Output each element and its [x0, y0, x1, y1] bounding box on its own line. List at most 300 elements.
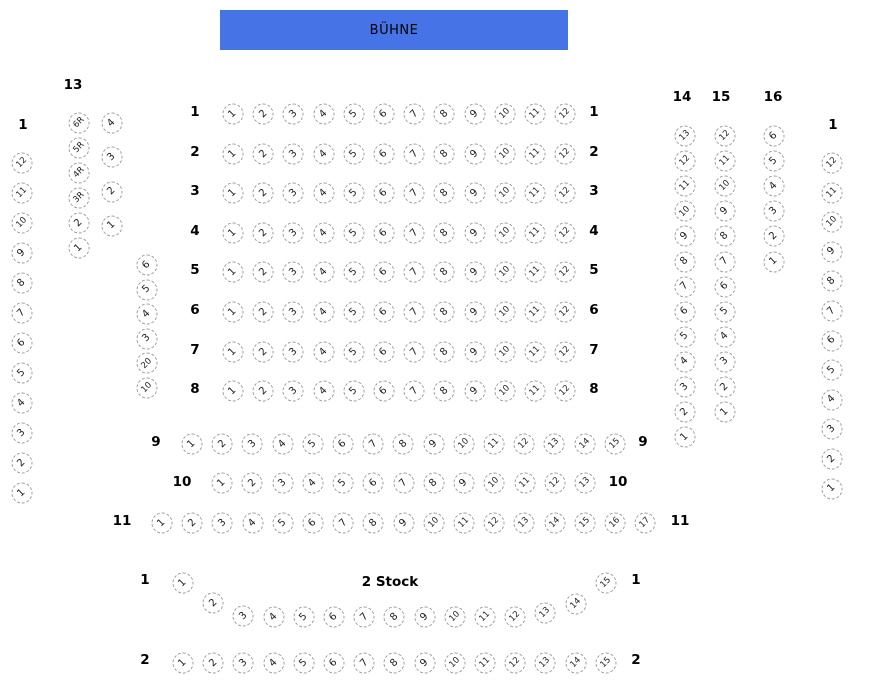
seat-stock2-row-2-15[interactable] — [595, 653, 616, 674]
seat-row-9-13[interactable] — [544, 434, 565, 455]
seat-row-6-1[interactable] — [223, 302, 244, 323]
seat-row-3-4[interactable] — [313, 183, 334, 204]
seat-row-11-3[interactable] — [212, 513, 233, 534]
seat-row-11-1[interactable] — [152, 513, 173, 534]
row-7-label-right: 7 — [589, 342, 599, 358]
seat-row-4-9[interactable] — [464, 223, 485, 244]
seat-row-4-10[interactable] — [494, 223, 515, 244]
seat-row-9-4[interactable] — [272, 434, 293, 455]
seat-number: 6 — [140, 258, 153, 271]
seat-row-4-2[interactable] — [253, 223, 274, 244]
seat-row-9-2[interactable] — [212, 434, 233, 455]
seat-row-2-9[interactable] — [464, 144, 485, 165]
seat-row-5-10[interactable] — [494, 262, 515, 283]
seat-stock2-row-1-11[interactable] — [475, 607, 496, 628]
seat-stock2-row-2-13[interactable] — [535, 653, 556, 674]
seat-row-2-12[interactable] — [555, 144, 576, 165]
seat-sec1-left-5[interactable] — [12, 363, 33, 384]
seat-row-7-1[interactable] — [223, 342, 244, 363]
seat-row-4-1[interactable] — [223, 223, 244, 244]
seat-stock2-row-2-7[interactable] — [354, 653, 375, 674]
seat-sec13-c-3[interactable] — [137, 328, 158, 349]
seat-stock2-row-2-2[interactable] — [203, 653, 224, 674]
seat-row-4-7[interactable] — [404, 223, 425, 244]
section-14-label: 14 — [672, 89, 692, 105]
seat-row-2-1[interactable] — [223, 144, 244, 165]
seat-sec16-4[interactable] — [764, 176, 785, 197]
seat-sec13-a-2[interactable] — [69, 213, 90, 234]
seat-row-6-4[interactable] — [313, 302, 334, 323]
stage-label: BÜHNE — [369, 22, 419, 38]
seat-number: 8 — [825, 274, 838, 288]
seat-row-1-7[interactable] — [404, 104, 425, 125]
seat-sec14-11[interactable] — [675, 176, 696, 197]
seat-number: 7 — [407, 107, 420, 120]
seat-row-6-8[interactable] — [434, 302, 455, 323]
seat-number: 1 — [15, 486, 28, 499]
seat-stock2-row-2-1[interactable] — [173, 653, 194, 674]
seat-row-11-11[interactable] — [454, 513, 475, 534]
seat-sec13-c-20[interactable] — [137, 353, 158, 374]
seat-row-7-6[interactable] — [374, 342, 395, 363]
seat-row-7-3[interactable] — [283, 342, 304, 363]
seat-row-6-9[interactable] — [464, 302, 485, 323]
seat-number: 6 — [366, 476, 380, 489]
seat-sec13-a-4R[interactable] — [69, 163, 90, 184]
seat-row-6-10[interactable] — [494, 302, 515, 323]
seat-stock2-row-2-8[interactable] — [384, 653, 405, 674]
seat-sec15-5[interactable] — [715, 301, 736, 322]
seat-row-10-5[interactable] — [333, 473, 354, 494]
seat-sec15-9[interactable] — [715, 201, 736, 222]
seat-stock2-row-1-5[interactable] — [293, 607, 314, 628]
seat-sec1-right-4[interactable] — [822, 389, 843, 410]
seat-row-3-10[interactable] — [494, 183, 515, 204]
seat-sec1-right-6[interactable] — [822, 330, 843, 351]
seat-row-9-9[interactable] — [423, 434, 444, 455]
seat-row-2-8[interactable] — [434, 144, 455, 165]
seat-row-5-2[interactable] — [253, 262, 274, 283]
seat-row-9-5[interactable] — [302, 434, 323, 455]
seat-row-5-7[interactable] — [404, 262, 425, 283]
seat-row-7-2[interactable] — [253, 342, 274, 363]
seat-sec1-right-1[interactable] — [822, 478, 843, 499]
seat-row-4-12[interactable] — [555, 223, 576, 244]
seat-sec1-left-2[interactable] — [12, 453, 33, 474]
seat-row-11-2[interactable] — [182, 513, 203, 534]
seat-sec1-right-7[interactable] — [822, 301, 843, 322]
seat-row-10-12[interactable] — [544, 473, 565, 494]
seat-sec1-left-12[interactable] — [12, 153, 33, 174]
row-7-label-left: 7 — [190, 342, 200, 358]
seat-number: 11 — [527, 185, 543, 201]
seat-row-2-10[interactable] — [494, 144, 515, 165]
seat-sec13-a-6R[interactable] — [69, 113, 90, 134]
seat-number: 3 — [245, 437, 259, 450]
seat-sec15-8[interactable] — [715, 226, 736, 247]
seat-number: 10 — [14, 215, 30, 231]
seat-number: 7 — [357, 610, 370, 623]
seat-number: 3 — [767, 204, 780, 218]
seat-sec16-1[interactable] — [764, 251, 785, 272]
seat-number: 4 — [678, 355, 691, 368]
row-11-label-right: 11 — [670, 513, 690, 529]
seat-row-4-4[interactable] — [313, 223, 334, 244]
seat-row-6-11[interactable] — [525, 302, 546, 323]
seat-row-10-11[interactable] — [514, 473, 535, 494]
seat-row-6-3[interactable] — [283, 302, 304, 323]
row-6-label-right: 6 — [589, 302, 599, 318]
seat-number: 4 — [105, 116, 118, 129]
seat-row-3-7[interactable] — [404, 183, 425, 204]
seat-stock2-row-1-10[interactable] — [444, 607, 465, 628]
seat-sec15-1[interactable] — [715, 402, 736, 423]
seat-sec14-12[interactable] — [675, 151, 696, 172]
seat-row-10-7[interactable] — [393, 473, 414, 494]
seat-row-4-6[interactable] — [374, 223, 395, 244]
seat-row-1-2[interactable] — [253, 104, 274, 125]
seat-sec15-3[interactable] — [715, 351, 736, 372]
seat-number: 4 — [317, 226, 330, 239]
seat-number: 6 — [377, 186, 390, 199]
seat-row-11-12[interactable] — [484, 513, 505, 534]
seat-row-10-2[interactable] — [242, 473, 263, 494]
seat-row-6-7[interactable] — [404, 302, 425, 323]
seat-number: 5 — [347, 226, 360, 239]
seat-row-11-7[interactable] — [333, 513, 354, 534]
seat-row-8-9[interactable] — [464, 381, 485, 402]
seat-sec14-7[interactable] — [675, 276, 696, 297]
seat-row-5-12[interactable] — [555, 262, 576, 283]
seat-sec14-4[interactable] — [675, 351, 696, 372]
seat-number: 3R — [71, 190, 87, 206]
seat-row-1-10[interactable] — [494, 104, 515, 125]
seat-row-4-3[interactable] — [283, 223, 304, 244]
seat-row-9-8[interactable] — [393, 434, 414, 455]
seat-number: 12 — [557, 225, 573, 241]
seat-number: 9 — [418, 656, 431, 669]
seat-stock2-row-2-12[interactable] — [505, 653, 526, 674]
seat-stock2-row-2-9[interactable] — [414, 653, 435, 674]
seat-number: 11 — [527, 304, 543, 320]
seat-number: 2 — [72, 216, 85, 229]
seat-row-6-5[interactable] — [343, 302, 364, 323]
seat-sec16-3[interactable] — [764, 201, 785, 222]
seat-row-1-8[interactable] — [434, 104, 455, 125]
seat-sec15-10[interactable] — [715, 176, 736, 197]
seat-sec15-6[interactable] — [715, 276, 736, 297]
seat-stock2-row-1-14[interactable] — [565, 594, 586, 615]
row-4-label-left: 4 — [190, 223, 200, 239]
seat-row-9-12[interactable] — [514, 434, 535, 455]
seat-sec13-b-4[interactable] — [102, 113, 123, 134]
seat-row-9-6[interactable] — [333, 434, 354, 455]
seat-row-8-10[interactable] — [494, 381, 515, 402]
seat-stock2-row-1-3[interactable] — [233, 606, 254, 627]
seat-sec16-2[interactable] — [764, 226, 785, 247]
seat-number: 12 — [557, 106, 573, 122]
seat-stock2-row-2-4[interactable] — [263, 653, 284, 674]
seat-row-1-5[interactable] — [343, 104, 364, 125]
seat-sec13-c-4[interactable] — [137, 304, 158, 325]
seat-row-4-8[interactable] — [434, 223, 455, 244]
seat-row-7-10[interactable] — [494, 342, 515, 363]
seat-stock2-row-1-1[interactable] — [173, 573, 194, 594]
seat-row-1-11[interactable] — [525, 104, 546, 125]
seat-row-11-14[interactable] — [544, 513, 565, 534]
seat-sec13-a-1[interactable] — [69, 238, 90, 259]
seat-row-1-1[interactable] — [223, 104, 244, 125]
seat-row-1-4[interactable] — [313, 104, 334, 125]
seat-row-5-6[interactable] — [374, 262, 395, 283]
seat-stock2-row-1-4[interactable] — [263, 607, 284, 628]
seat-row-8-5[interactable] — [343, 381, 364, 402]
seat-stock2-row-1-8[interactable] — [384, 607, 405, 628]
seat-sec1-left-9[interactable] — [12, 243, 33, 264]
seat-row-11-5[interactable] — [272, 513, 293, 534]
seat-row-9-10[interactable] — [453, 434, 474, 455]
seat-sec14-8[interactable] — [675, 251, 696, 272]
seat-row-6-12[interactable] — [555, 302, 576, 323]
seat-sec1-left-1[interactable] — [12, 483, 33, 504]
seat-number: 9 — [825, 245, 838, 258]
seat-row-2-4[interactable] — [313, 144, 334, 165]
seat-stock2-row-2-10[interactable] — [444, 653, 465, 674]
seat-number: 12 — [507, 609, 523, 625]
seat-number: 5 — [347, 345, 360, 358]
seat-row-5-3[interactable] — [283, 262, 304, 283]
seat-row-5-11[interactable] — [525, 262, 546, 283]
row-10-label-right: 10 — [608, 474, 628, 490]
seat-sec14-9[interactable] — [675, 226, 696, 247]
seat-number: 15 — [598, 655, 613, 671]
seat-sec15-4[interactable] — [715, 326, 736, 347]
seat-number: 5 — [718, 305, 731, 318]
seat-row-8-8[interactable] — [434, 381, 455, 402]
seat-number: 10 — [139, 380, 155, 396]
seat-stock2-row-2-6[interactable] — [324, 653, 345, 674]
seat-row-4-5[interactable] — [343, 223, 364, 244]
seat-sec13-c-6[interactable] — [137, 255, 158, 276]
seat-sec13-b-2[interactable] — [102, 181, 123, 202]
seat-row-3-11[interactable] — [525, 183, 546, 204]
seat-number: 9 — [427, 437, 440, 450]
seat-number: 12 — [557, 344, 573, 360]
seat-sec1-right-8[interactable] — [822, 271, 843, 292]
seat-sec14-5[interactable] — [675, 326, 696, 347]
seat-row-6-6[interactable] — [374, 302, 395, 323]
seat-number: 4 — [267, 610, 280, 623]
seat-row-6-2[interactable] — [253, 302, 274, 323]
seat-sec15-12[interactable] — [715, 126, 736, 147]
seat-row-3-12[interactable] — [555, 183, 576, 204]
seat-row-10-3[interactable] — [272, 473, 293, 494]
seat-row-7-12[interactable] — [555, 342, 576, 363]
seat-row-10-8[interactable] — [423, 473, 444, 494]
seat-row-11-16[interactable] — [605, 513, 626, 534]
seat-number: 1 — [185, 437, 198, 450]
seat-row-9-1[interactable] — [182, 434, 203, 455]
seat-stock2-row-1-15[interactable] — [595, 573, 616, 594]
seat-row-10-9[interactable] — [454, 473, 475, 494]
seat-number: 2 — [256, 265, 269, 278]
seat-row-5-8[interactable] — [434, 262, 455, 283]
seat-row-11-8[interactable] — [363, 513, 384, 534]
seat-sec1-right-12[interactable] — [822, 153, 843, 174]
seat-row-11-9[interactable] — [393, 513, 414, 534]
seat-number: 13 — [677, 128, 693, 144]
seat-stock2-row-1-2[interactable] — [203, 593, 224, 614]
seat-row-3-6[interactable] — [374, 183, 395, 204]
seat-row-2-7[interactable] — [404, 144, 425, 165]
seat-sec14-1[interactable] — [675, 427, 696, 448]
seat-sec1-right-3[interactable] — [822, 419, 843, 440]
seat-row-2-5[interactable] — [343, 144, 364, 165]
seat-number: 5 — [678, 330, 691, 343]
seat-sec1-right-9[interactable] — [822, 241, 843, 262]
seat-sec1-left-11[interactable] — [12, 183, 33, 204]
seat-stock2-row-1-9[interactable] — [414, 607, 435, 628]
seat-row-7-5[interactable] — [343, 342, 364, 363]
seat-sec1-right-5[interactable] — [822, 360, 843, 381]
seat-row-3-5[interactable] — [343, 183, 364, 204]
seat-number: 12 — [824, 155, 840, 171]
seat-row-7-4[interactable] — [313, 342, 334, 363]
seat-stock2-row-2-3[interactable] — [233, 653, 254, 674]
seat-row-5-9[interactable] — [464, 262, 485, 283]
seat-stock2-row-2-14[interactable] — [565, 653, 586, 674]
seat-row-7-7[interactable] — [404, 342, 425, 363]
seat-row-11-10[interactable] — [423, 513, 444, 534]
seat-number: 6 — [377, 384, 390, 397]
seat-row-9-7[interactable] — [363, 434, 384, 455]
seat-sec14-3[interactable] — [675, 377, 696, 398]
seat-sec13-a-3R[interactable] — [69, 188, 90, 209]
seat-row-9-14[interactable] — [574, 434, 595, 455]
seat-sec15-2[interactable] — [715, 377, 736, 398]
section-1-right-label: 1 — [828, 117, 838, 133]
seat-row-5-4[interactable] — [313, 262, 334, 283]
seat-sec15-7[interactable] — [715, 251, 736, 272]
seat-row-11-4[interactable] — [242, 513, 263, 534]
seat-row-8-3[interactable] — [283, 381, 304, 402]
seat-row-3-9[interactable] — [464, 183, 485, 204]
seat-number: 11 — [477, 609, 493, 625]
seat-number: 2 — [185, 516, 198, 529]
seat-row-5-1[interactable] — [223, 262, 244, 283]
seat-row-1-3[interactable] — [283, 104, 304, 125]
seat-row-3-2[interactable] — [253, 183, 274, 204]
seat-row-2-6[interactable] — [374, 144, 395, 165]
seat-stock2-row-2-5[interactable] — [293, 653, 314, 674]
seat-number: 9 — [468, 384, 481, 397]
seat-row-3-1[interactable] — [223, 183, 244, 204]
seat-row-9-11[interactable] — [484, 434, 505, 455]
seat-sec13-b-3[interactable] — [102, 147, 123, 168]
seat-row-8-4[interactable] — [313, 381, 334, 402]
seat-number: 7 — [407, 226, 420, 239]
seat-stock2-row-1-7[interactable] — [354, 607, 375, 628]
seat-sec1-left-8[interactable] — [12, 273, 33, 294]
seat-row-10-1[interactable] — [212, 473, 233, 494]
seat-sec16-5[interactable] — [764, 151, 785, 172]
seat-sec1-left-6[interactable] — [12, 333, 33, 354]
seat-row-7-11[interactable] — [525, 342, 546, 363]
seat-row-2-11[interactable] — [525, 144, 546, 165]
seat-number: 14 — [547, 515, 562, 531]
seat-sec1-left-10[interactable] — [12, 213, 33, 234]
seat-row-8-6[interactable] — [374, 381, 395, 402]
seat-row-2-3[interactable] — [283, 144, 304, 165]
seat-row-9-15[interactable] — [604, 434, 625, 455]
seat-sec13-b-1[interactable] — [102, 215, 123, 236]
seat-sec1-left-7[interactable] — [12, 303, 33, 324]
seat-row-3-3[interactable] — [283, 183, 304, 204]
seat-row-11-15[interactable] — [574, 513, 595, 534]
seat-sec14-6[interactable] — [675, 301, 696, 322]
seat-sec1-left-3[interactable] — [12, 423, 33, 444]
seat-stock2-row-2-11[interactable] — [475, 653, 496, 674]
seat-sec14-13[interactable] — [675, 126, 696, 147]
seat-row-5-5[interactable] — [343, 262, 364, 283]
seat-stock2-row-1-13[interactable] — [535, 603, 556, 624]
seat-sec14-2[interactable] — [675, 402, 696, 423]
seat-stock2-row-1-6[interactable] — [324, 607, 345, 628]
seat-row-7-9[interactable] — [464, 342, 485, 363]
seat-sec13-c-10[interactable] — [137, 378, 158, 399]
seat-sec1-right-10[interactable] — [822, 212, 843, 233]
seat-number: 11 — [527, 344, 543, 360]
seat-row-10-13[interactable] — [575, 473, 596, 494]
seat-row-1-12[interactable] — [555, 104, 576, 125]
seat-sec14-10[interactable] — [675, 201, 696, 222]
seat-row-2-2[interactable] — [253, 144, 274, 165]
seat-sec1-right-2[interactable] — [822, 449, 843, 470]
row-1-label-left: 1 — [190, 104, 200, 120]
seat-number: 2 — [256, 147, 269, 160]
seat-stock2-row-1-12[interactable] — [505, 607, 526, 628]
seat-row-11-6[interactable] — [303, 513, 324, 534]
seat-row-1-9[interactable] — [464, 104, 485, 125]
seat-row-7-8[interactable] — [434, 342, 455, 363]
seat-row-11-13[interactable] — [514, 513, 535, 534]
seat-sec13-a-5R[interactable] — [69, 138, 90, 159]
seat-number: 11 — [477, 655, 493, 671]
seat-sec15-11[interactable] — [715, 151, 736, 172]
seat-row-8-1[interactable] — [223, 381, 244, 402]
seat-row-9-3[interactable] — [242, 434, 263, 455]
seat-row-10-6[interactable] — [363, 473, 384, 494]
seat-number: 6 — [336, 437, 349, 450]
seat-sec1-left-4[interactable] — [12, 393, 33, 414]
stock2-section-label: 2 Stock — [361, 574, 419, 590]
seat-sec13-c-5[interactable] — [137, 279, 158, 300]
seat-row-8-2[interactable] — [253, 381, 274, 402]
seat-row-8-7[interactable] — [404, 381, 425, 402]
seat-row-4-11[interactable] — [525, 223, 546, 244]
seat-row-8-12[interactable] — [555, 381, 576, 402]
seat-sec16-6[interactable] — [764, 126, 785, 147]
seat-row-10-10[interactable] — [484, 473, 505, 494]
seat-sec1-right-11[interactable] — [822, 182, 843, 203]
row-3-label-left: 3 — [190, 183, 200, 199]
seat-row-3-8[interactable] — [434, 183, 455, 204]
seat-number: 6 — [377, 345, 390, 358]
seat-row-1-6[interactable] — [374, 104, 395, 125]
seat-row-11-17[interactable] — [635, 513, 656, 534]
seat-row-8-11[interactable] — [525, 381, 546, 402]
seat-row-10-4[interactable] — [302, 473, 323, 494]
